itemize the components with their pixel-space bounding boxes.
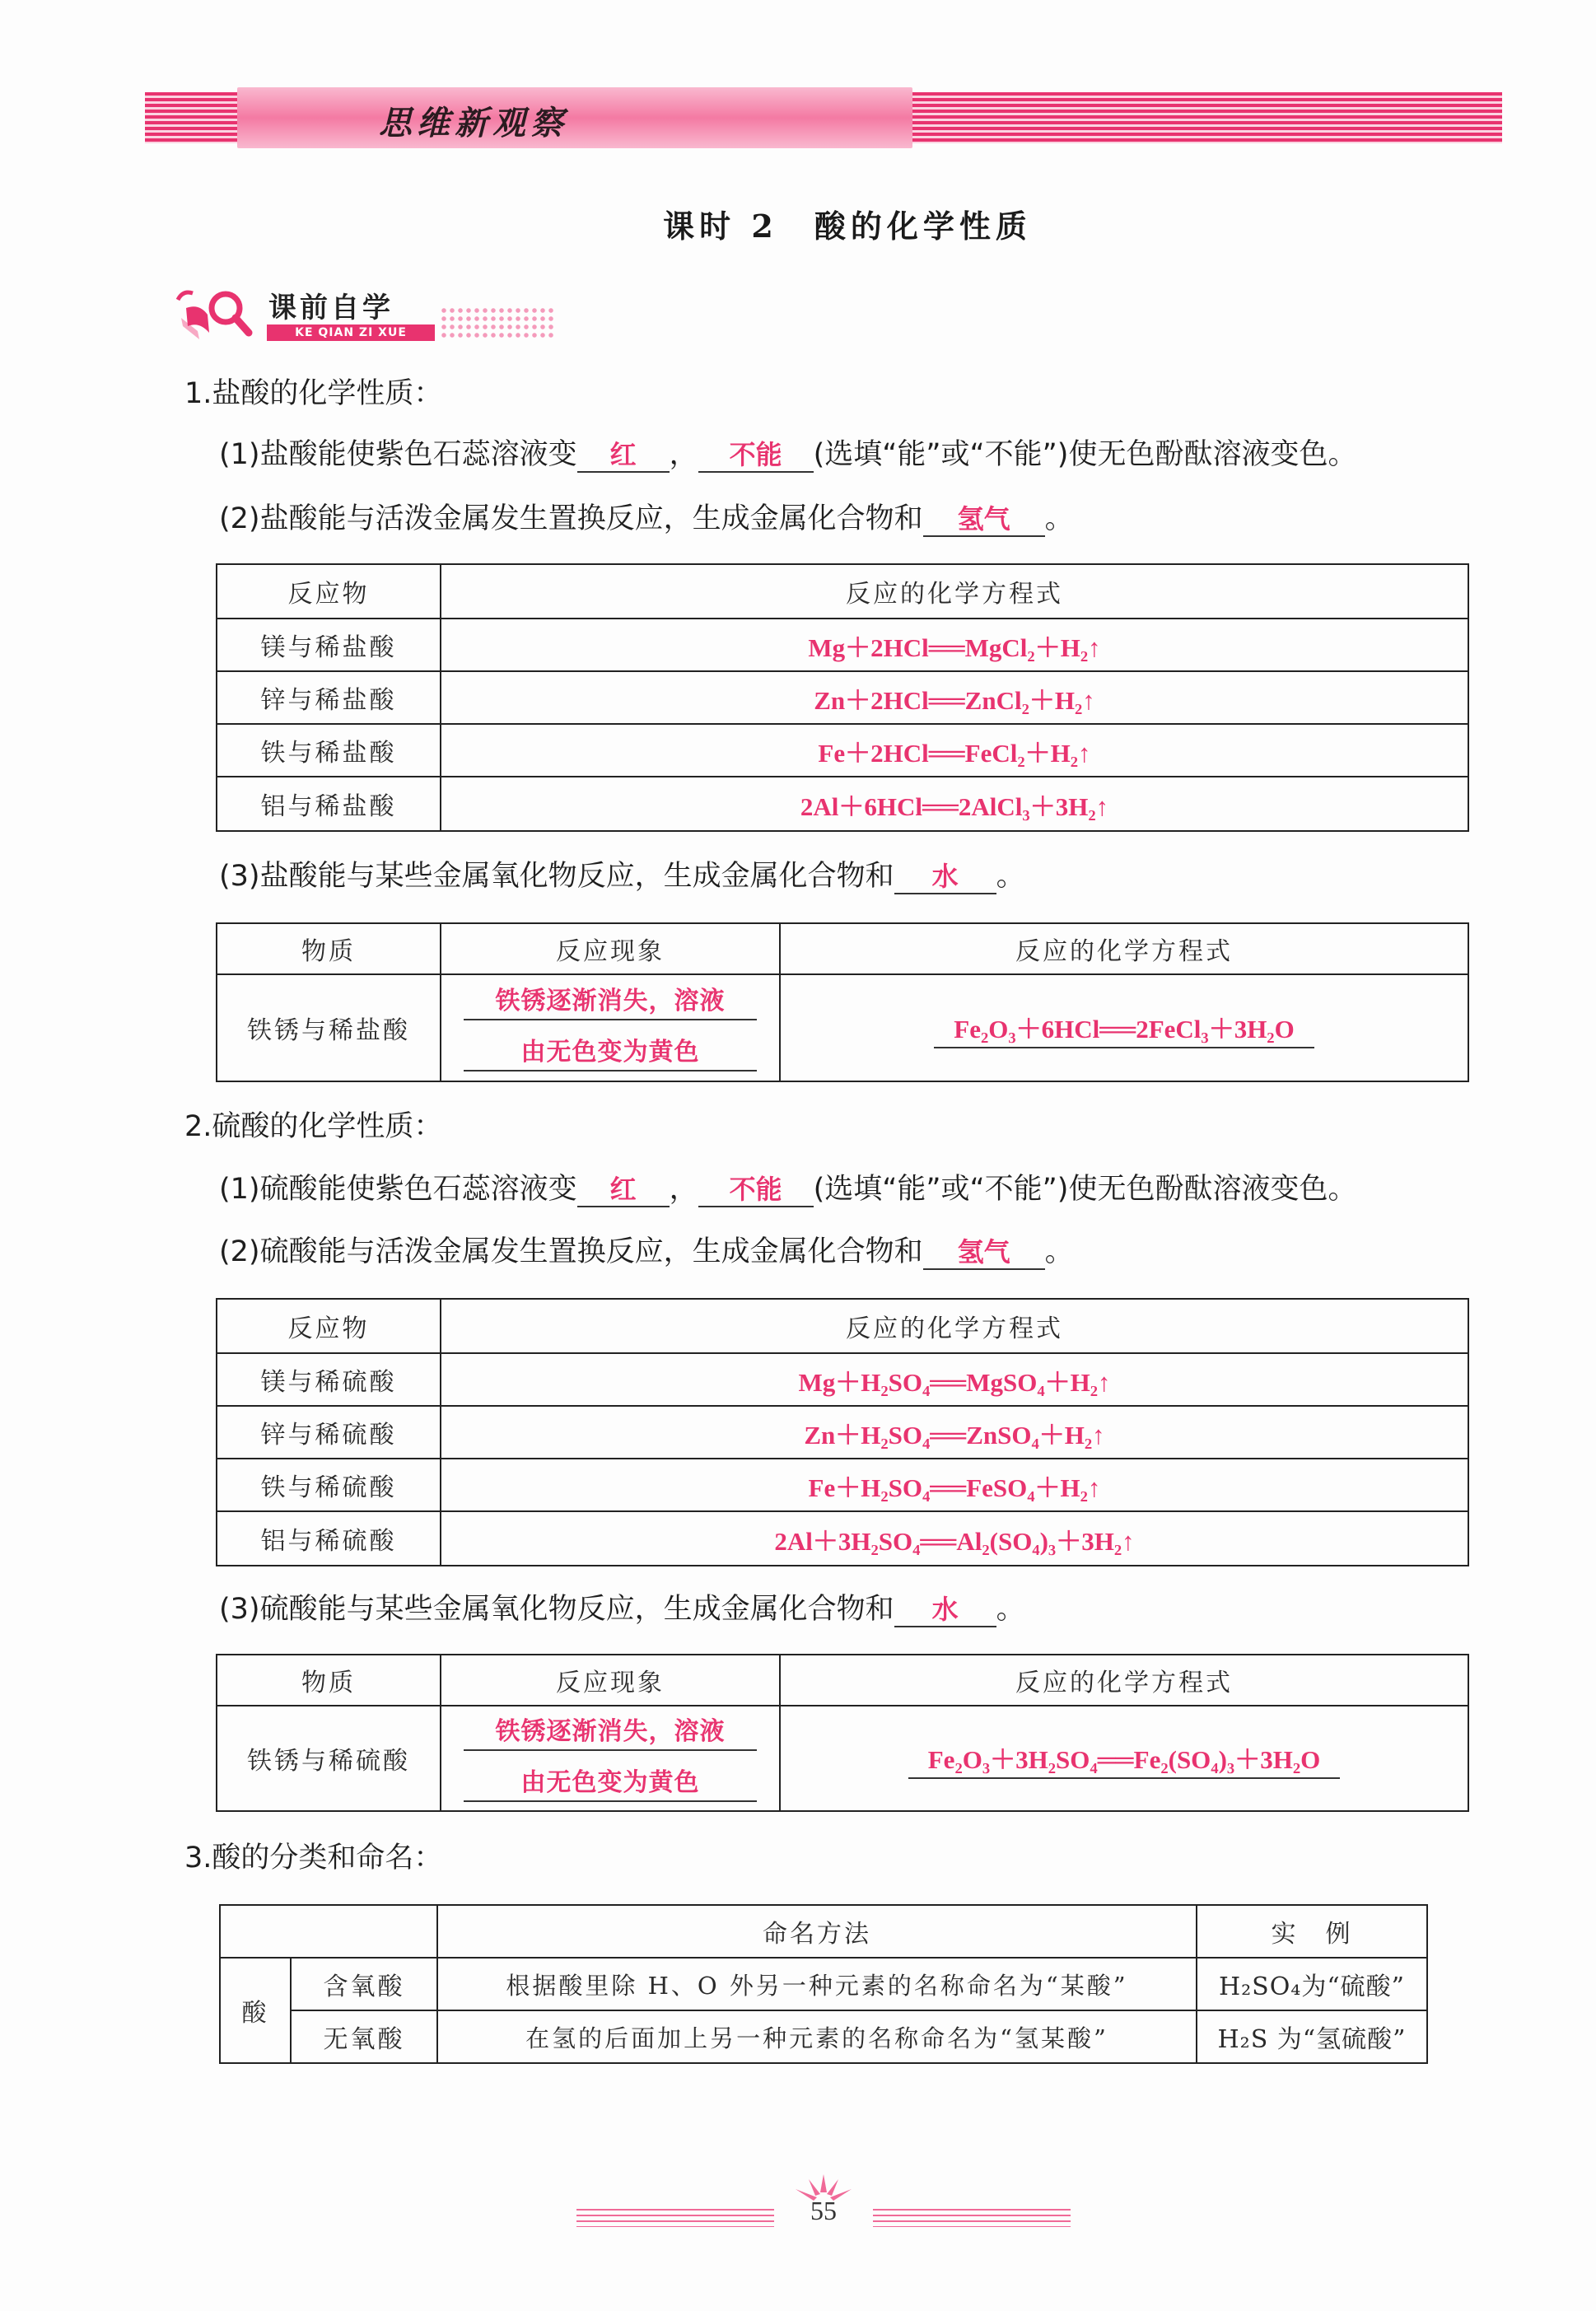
q1-p1: (1)盐酸能使紫色石蕊溶液变 红 ， 不能 (选填“能”或“不能”)使无色酚酞溶液变色。 (219, 438, 1357, 471)
q1-oxide-table (216, 922, 1469, 1082)
q2-oxide-table (216, 1654, 1469, 1812)
table-row: 镁与稀硫酸 Mg＋H₂SO₄══MgSO₄＋H₂↑ (217, 1353, 1468, 1406)
page-footer (576, 2171, 1071, 2245)
table-row: 铝与稀盐酸 2Al＋6HCl══2AlCl₃＋3H₂↑ (217, 777, 1468, 831)
table-header: 反应的化学方程式 (441, 564, 1468, 619)
table-header: 反应现象 (441, 1655, 780, 1706)
badge-subtitle: KE QIAN ZI XUE (267, 324, 435, 341)
badge-title: 课前自学 (268, 292, 394, 324)
section-badge (175, 285, 553, 344)
q1-p3: (3)盐酸能与某些金属氧化物反应，生成金属化合物和 水 。 (219, 860, 1025, 893)
q2-p1-blank1: 红 (577, 1173, 670, 1207)
q2-p3-blank: 水 (894, 1593, 996, 1627)
lesson-title: 课时 2 酸的化学性质 (663, 208, 1032, 245)
table-header: 物质 (217, 1655, 441, 1706)
q1-p1-blank2: 不能 (698, 438, 814, 473)
table-row: 铁与稀盐酸 Fe＋2HCl══FeCl₂＋H₂↑ (217, 724, 1468, 777)
q2-p3: (3)硫酸能与某些金属氧化物反应，生成金属化合物和 水 。 (219, 1593, 1025, 1626)
table-row: 镁与稀盐酸 Mg＋2HCl══MgCl₂＋H₂↑ (217, 619, 1468, 671)
q3-heading: 3.酸的分类和命名： (184, 1842, 443, 1874)
badge-dots (440, 306, 555, 339)
table-header: 反应的化学方程式 (780, 923, 1468, 974)
q1-heading: 1.盐酸的化学性质： (184, 377, 443, 410)
table-row: 铝与稀硫酸 2Al＋3H₂SO₄══Al₂(SO₄)₃＋3H₂↑ (217, 1511, 1468, 1566)
q2-p1-blank2: 不能 (698, 1173, 814, 1207)
q2-p2-blank: 氢气 (923, 1235, 1045, 1270)
table-row: 锌与稀硫酸 Zn＋H₂SO₄══ZnSO₄＋H₂↑ (217, 1406, 1468, 1459)
table-header: 反应的化学方程式 (441, 1299, 1468, 1353)
phenomenon-line1: 铁锈逐渐消失，溶液 (464, 984, 757, 1020)
phenomenon-line2: 由无色变为黄色 (464, 1766, 757, 1802)
table-header: 命名方法 (437, 1905, 1197, 1958)
table-header: 反应现象 (441, 923, 780, 974)
q2-p1: (1)硫酸能使紫色石蕊溶液变 红 ， 不能 (选填“能”或“不能”)使无色酚酞溶液变色。 (219, 1173, 1357, 1206)
table-header: 反应物 (217, 1299, 441, 1353)
table-row: 酸 含氧酸 根据酸里除 H、O 外另一种元素的名称命名为“某酸” H₂SO₄为“硫酸” (220, 1958, 1427, 2010)
header-title: 思维新观察 (379, 104, 568, 142)
phenomenon-line2: 由无色变为黄色 (464, 1035, 757, 1071)
table-header: 实 例 (1197, 1905, 1427, 1958)
table-row: 铁与稀硫酸 Fe＋H₂SO₄══FeSO₄＋H₂↑ (217, 1459, 1468, 1511)
q1-p2-blank: 氢气 (923, 502, 1045, 537)
table-row: 铁锈与稀硫酸 铁锈逐渐消失，溶液 由无色变为黄色 Fe₂O₃＋3H₂SO₄══Fe₂(SO₄)₃＋3H₂O (217, 1706, 1468, 1811)
phenomenon-line1: 铁锈逐渐消失，溶液 (464, 1715, 757, 1751)
q1-metal-table (216, 563, 1469, 832)
table-header: 反应物 (217, 564, 441, 619)
magnifier-book-icon (175, 285, 257, 344)
q1-p2: (2)盐酸能与活泼金属发生置换反应，生成金属化合物和 氢气 。 (219, 502, 1074, 535)
q2-p2: (2)硫酸能与活泼金属发生置换反应，生成金属化合物和 氢气 。 (219, 1235, 1074, 1268)
page-number: 55 (810, 2196, 837, 2225)
table-header: 反应的化学方程式 (780, 1655, 1468, 1706)
table-row: 锌与稀盐酸 Zn＋2HCl══ZnCl₂＋H₂↑ (217, 671, 1468, 724)
q1-p3-blank: 水 (894, 860, 996, 894)
q3-naming-table (219, 1904, 1428, 2064)
acid-group-label: 酸 (220, 1958, 291, 2063)
table-header: 物质 (217, 923, 441, 974)
header-title-box (237, 87, 912, 148)
q2-metal-table (216, 1298, 1469, 1566)
table-row: 铁锈与稀盐酸 铁锈逐渐消失，溶液 由无色变为黄色 Fe₂O₃＋6HCl══2FeCl₃＋3H₂O (217, 974, 1468, 1081)
q1-p1-blank1: 红 (577, 438, 670, 473)
q2-heading: 2.硫酸的化学性质： (184, 1110, 443, 1143)
table-row: 无氧酸 在氢的后面加上另一种元素的名称命名为“氢某酸” H₂S 为“氢硫酸” (220, 2010, 1427, 2063)
